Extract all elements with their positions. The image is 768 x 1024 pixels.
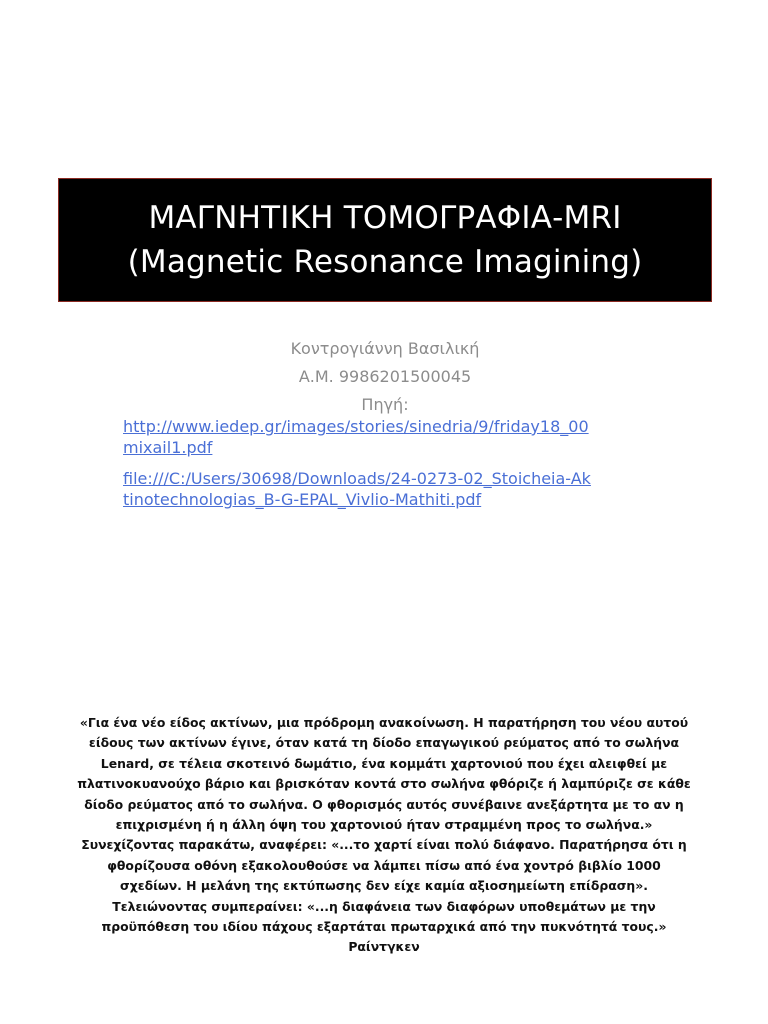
registration-number: Α.Μ. 9986201500045 bbox=[298, 367, 472, 386]
quote-line: φθορίζουσα οθόνη εξακολουθούσε να λάμπει πίσω από ένα χοντρό βιβλίο 1000 bbox=[107, 857, 661, 873]
quote-line: Lenard, σε τέλεια σκοτεινό δωμάτιο, ένα κομμάτι χαρτονιού που έχει αλειφθεί με bbox=[100, 755, 668, 771]
quote-line: σχεδίων. Η μελάνη της εκτύπωσης δεν είχε καμία αξιοσημείωτη επίδραση». bbox=[120, 878, 648, 894]
source-link-2[interactable]: file:///C:/Users/30698/Downloads/24-0273-02_Stoicheia-Ak tinotechnologias_B-G-EPAL_Vivlio-Mathiti.pdf bbox=[123, 469, 591, 509]
quote-attribution: Ραίντγκεν bbox=[348, 939, 420, 955]
quote-line: είδους των ακτίνων έγινε, όταν κατά τη δίοδο επαγωγικού ρεύματος από το σωλήνα bbox=[88, 735, 680, 751]
quote-line: πλατινοκυανούχο βάριο και βρισκόταν κοντά στο σωλήνα φθόριζε ή λαμπύριζε σε κάθε bbox=[77, 776, 691, 792]
title-line-2: (Magnetic Resonance Imagining) bbox=[127, 244, 643, 280]
quote-line: δίοδο ρεύματος από το σωλήνα. Ο φθορισμός αυτός συνέβαινε ανεξάρτητα με το αν η bbox=[84, 796, 684, 812]
title-line-1: ΜΑΓΝΗΤΙΚΗ ΤΟΜΟΓΡΑΦΙΑ-MRI bbox=[148, 200, 622, 236]
quote-line: «Για ένα νέο είδος ακτίνων, μια πρόδρομη ανακοίνωση. Η παρατήρηση του νέου αυτού bbox=[79, 715, 689, 730]
title-box bbox=[58, 178, 712, 302]
subtitle-block bbox=[80, 335, 690, 419]
quote-line: Συνεχίζοντας παρακάτω, αναφέρει: «...το χαρτί είναι πολύ διάφανο. Παρατήρησα ότι η bbox=[81, 837, 687, 853]
source-label: Πηγή: bbox=[361, 395, 409, 414]
source-link-1[interactable]: http://www.iedep.gr/images/stories/sinedria/9/friday18_00 mixail1.pdf bbox=[123, 417, 589, 457]
quote-text bbox=[62, 713, 706, 958]
author-name: Κοντρογιάννη Βασιλική bbox=[290, 339, 480, 358]
quote-line: επιχρισμένη ή η άλλη όψη του χαρτονιού ήταν στραμμένη προς το σωλήνα.» bbox=[115, 817, 653, 833]
source-links bbox=[123, 416, 653, 520]
quote-line: προϋπόθεση του ιδίου πάχους εξαρτάται πρωταρχικά από την πυκνότητά τους.» bbox=[101, 919, 667, 935]
quote-line: Τελειώνοντας συμπεραίνει: «...η διαφάνεια των διαφόρων υποθεμάτων με την bbox=[112, 898, 656, 914]
